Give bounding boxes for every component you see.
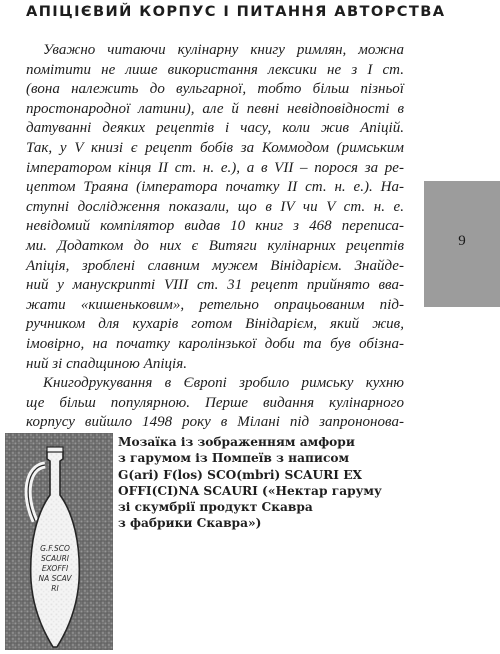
caption-line: OFFI(CI)NA SCAURI («Нектар гаруму: [118, 483, 382, 498]
page-number: 9: [458, 233, 466, 249]
inscription-line: SCAURI: [40, 554, 70, 563]
body-line: ний у манускрипті VIII ст. 31 рецепт прийнято вва-: [26, 277, 404, 294]
body-line: жати «кишеньковим», ретельно опрацьованим під-: [26, 296, 404, 313]
caption-line: з фабрики Скавра»): [118, 516, 262, 531]
body-line: ручником для кухарів готом Вінідарієм, який жив,: [26, 316, 404, 333]
body-line: (вона належить до вульгарної, тобто більш пізньої: [26, 81, 404, 98]
body-line: імператором кінця ІІ ст. н. е.), а в VІІ – порося за ре-: [26, 159, 404, 176]
body-line: Уважно читаючи кулінарну книгу римлян, можна: [43, 42, 404, 58]
body-line: помітити не лише використання лексики не з І ст.: [26, 61, 404, 78]
body-line: простонародної латини), але й певні невідповідності в: [26, 100, 404, 117]
body-line: ступні дослідження показали, що в IV чи V ст. н. е.: [26, 198, 404, 215]
body-line: цептом Траяна (імператора початку ІІ ст. н. е.). На-: [26, 179, 404, 196]
body-line: Так, у V книзі є рецепт бобів за Коммодом (римським: [26, 139, 404, 156]
caption-line: Мозаїка із зображенням амфори: [118, 435, 355, 449]
caption-line: зі скумбрії продукт Скавра: [118, 500, 313, 515]
inscription-line: RI: [51, 584, 59, 593]
running-head: АПІЦІЄВИЙ КОРПУС І ПИТАННЯ АВТОРСТВА: [26, 3, 446, 20]
body-line: імовірно, на початку каролінзької доби та був обізна-: [26, 335, 404, 352]
body-line: невідомий компілятор видав 10 книг з 468 переписа-: [26, 218, 404, 235]
body-line: ми. Додатком до них є Витяги кулінарних рецептів: [26, 237, 404, 254]
amphora-mosaic-image: [5, 433, 113, 650]
body-line: Книгодрукування в Європі зробило римську кухню: [43, 375, 404, 392]
body-line: ще більш популярною. Перше видання кулінарного: [26, 394, 404, 411]
inscription-line: NA SCAV: [38, 574, 72, 583]
body-line: корпусу вийшло 1498 року в Мілані під запрононова-: [26, 414, 404, 431]
body-line: Апіція, зроблені славним мужем Вінідарієм. Знайде-: [26, 257, 404, 274]
body-line: датуванні деяких рецептів і часу, коли жив Апіцій.: [26, 120, 404, 137]
inscription-line: G.F.SCO: [40, 544, 70, 553]
body-line: ний зі спадщиною Апіція.: [26, 355, 187, 372]
body-text: [26, 41, 404, 433]
caption-line: з гарумом із Помпеїв з написом: [118, 451, 350, 466]
inscription-line: EXOFFI: [41, 564, 69, 573]
page-number-tab: [424, 181, 500, 307]
figure-caption: [118, 434, 408, 532]
caption-line: G(ari) F(los) SCO(mbri) SCAURI EX: [118, 467, 362, 482]
